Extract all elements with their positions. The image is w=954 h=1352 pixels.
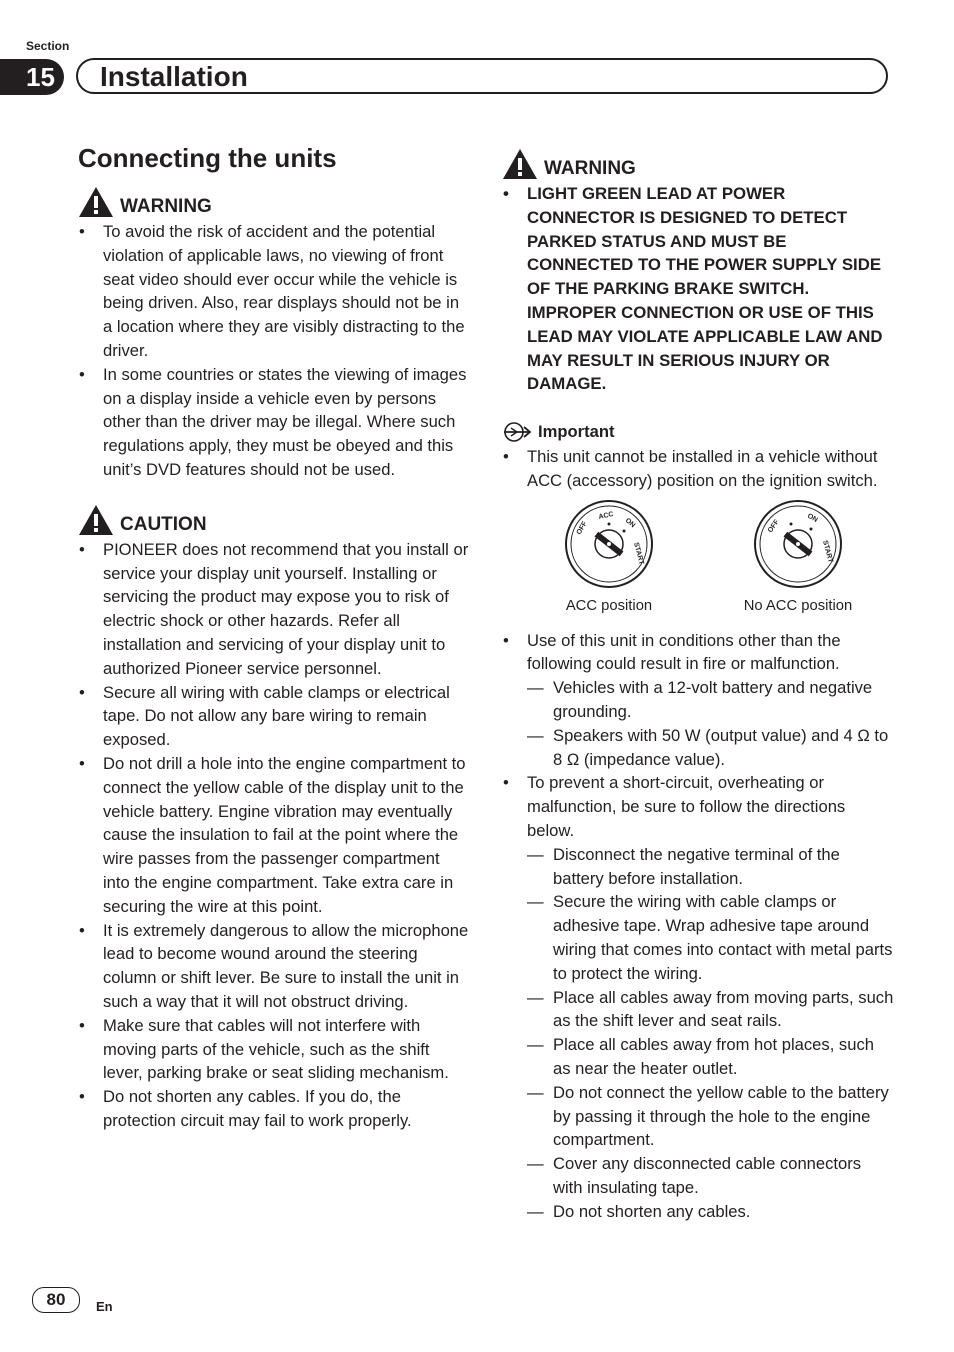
important-list-1 — [502, 445, 894, 493]
important-title: Important — [538, 422, 615, 442]
sub-list-item: — Place all cables away from moving parts, such as the shift lever and seat rails. — [527, 986, 894, 1034]
ign-label-off: OFF — [766, 518, 781, 534]
ign-label-start: START — [632, 541, 645, 566]
ign-label-acc: ACC — [597, 510, 615, 521]
sub-list-item: — Vehicles with a 12-volt battery and negative grounding. — [527, 676, 894, 724]
ign-label-on: ON — [623, 516, 637, 529]
list-item — [502, 771, 894, 1223]
section-title-bar — [76, 58, 888, 94]
ignition-figure — [502, 499, 894, 623]
section-label: Section — [26, 39, 70, 53]
left-column — [78, 140, 470, 1133]
list-item: • To avoid the risk of accident and the potential violation of applicable laws, no viewing of front seat video should ever occur while the vehicle is being driven. Also, rear displays should not be in a location where they are visibly distracting to the driver. — [78, 220, 470, 363]
list-item-text: Use of this unit in conditions other than the following could result in fire or malfunction. — [527, 630, 841, 674]
warning-title: WARNING — [120, 196, 212, 217]
sub-list — [527, 676, 894, 771]
power-lead-warning-list — [502, 182, 894, 396]
list-item: • This unit cannot be installed in a vehicle without ACC (accessory) position on the ignition switch. — [502, 445, 894, 493]
sub-list-item: — Do not connect the yellow cable to the battery by passing it through the hole to the engine compartment. — [527, 1081, 894, 1152]
sub-list — [527, 843, 894, 1224]
sub-list-item: — Secure the wiring with cable clamps or adhesive tape. Wrap adhesive tape around wiring that comes into contact with metal parts to protect the wiring. — [527, 890, 894, 985]
ignition-switch-no-acc-icon — [753, 499, 843, 589]
list-item: • Make sure that cables will not interfere with moving parts of the vehicle, such as the shift lever, parking brake or seat sliding mechanism. — [78, 1014, 470, 1085]
caution-list — [78, 538, 470, 1133]
list-item: • LIGHT GREEN LEAD AT POWER CONNECTOR IS DESIGNED TO DETECT PARKED STATUS AND MUST BE CONNECTED TO THE POWER SUPPLY SIDE OF THE PARKING BRAKE SWITCH. IMPROPER CONNECTION OR USE OF THIS LEAD MAY VIOLATE APPLICABLE LAW AND MAY RESULT IN SERIOUS INJURY OR DAMAGE. — [502, 182, 894, 396]
sub-list-item: — Disconnect the negative terminal of the battery before installation. — [527, 843, 894, 891]
page-heading: Connecting the units — [78, 143, 337, 173]
list-item: • Secure all wiring with cable clamps or electrical tape. Do not allow any bare wiring to remain exposed. — [78, 681, 470, 752]
ign-label-start: START — [821, 539, 834, 564]
language-code: En — [96, 1299, 113, 1314]
important-list-2 — [502, 629, 894, 1224]
ignition-switch-acc-icon — [564, 499, 654, 589]
section-number: 15 — [0, 59, 64, 95]
list-item-text: To prevent a short-circuit, overheating or malfunction, be sure to follow the directions below. — [527, 773, 846, 840]
list-item: • Do not drill a hole into the engine compartment to connect the yellow cable of the display unit to the vehicle battery. Engine vibration may eventually cause the insulation to fail at the point where the wire passes from the passenger compartment into the engine compartment. Take extra care in securing the wire at this point. — [78, 752, 470, 919]
warning-heading — [78, 186, 470, 218]
caution-heading — [78, 504, 470, 536]
caution-triangle-icon — [78, 504, 114, 536]
right-column — [502, 148, 894, 1223]
section-title: Installation — [100, 61, 248, 92]
list-item: • PIONEER does not recommend that you install or service your display unit yourself. Installing or servicing the product may expose you to risk of electric shock or other hazards. Refer all installation and servicing of your display unit to authorized Pioneer service personnel. — [78, 538, 470, 681]
acc-ignition — [544, 499, 674, 616]
list-item: • In some countries or states the viewing of images on a display inside a vehicle even by persons other than the driver may be illegal. Where such regulations apply, they must be obeyed and this unit’s DVD features should not be used. — [78, 363, 470, 482]
ign-label-on: ON — [806, 512, 819, 524]
warning-list — [78, 220, 470, 482]
warning-triangle-icon — [78, 186, 114, 218]
acc-position-caption: ACC position — [565, 598, 653, 615]
sub-list-item: — Do not shorten any cables. — [527, 1200, 894, 1224]
important-pointer-icon — [502, 421, 532, 443]
warning-heading-right — [502, 148, 894, 180]
important-heading — [502, 420, 894, 444]
no-acc-position-caption: No ACC position — [743, 598, 853, 615]
warning-triangle-icon — [502, 148, 538, 180]
sub-list-item: — Speakers with 50 W (output value) and 4 Ω to 8 Ω (impedance value). — [527, 724, 894, 772]
sub-list-item: — Place all cables away from hot places, such as near the heater outlet. — [527, 1033, 894, 1081]
no-acc-ignition — [733, 499, 863, 616]
sub-list-item: — Cover any disconnected cable connectors with insulating tape. — [527, 1152, 894, 1200]
page-number: 80 — [32, 1287, 80, 1313]
list-item — [502, 629, 894, 772]
list-item: • It is extremely dangerous to allow the microphone lead to become wound around the steering column or shift lever. Be sure to install the unit in such a way that it will not obstruct driving. — [78, 919, 470, 1014]
warning-title-right: WARNING — [544, 158, 636, 179]
list-item: • Do not shorten any cables. If you do, the protection circuit may fail to work properly. — [78, 1085, 470, 1133]
ign-label-off: OFF — [575, 519, 589, 536]
caution-title: CAUTION — [120, 513, 207, 535]
